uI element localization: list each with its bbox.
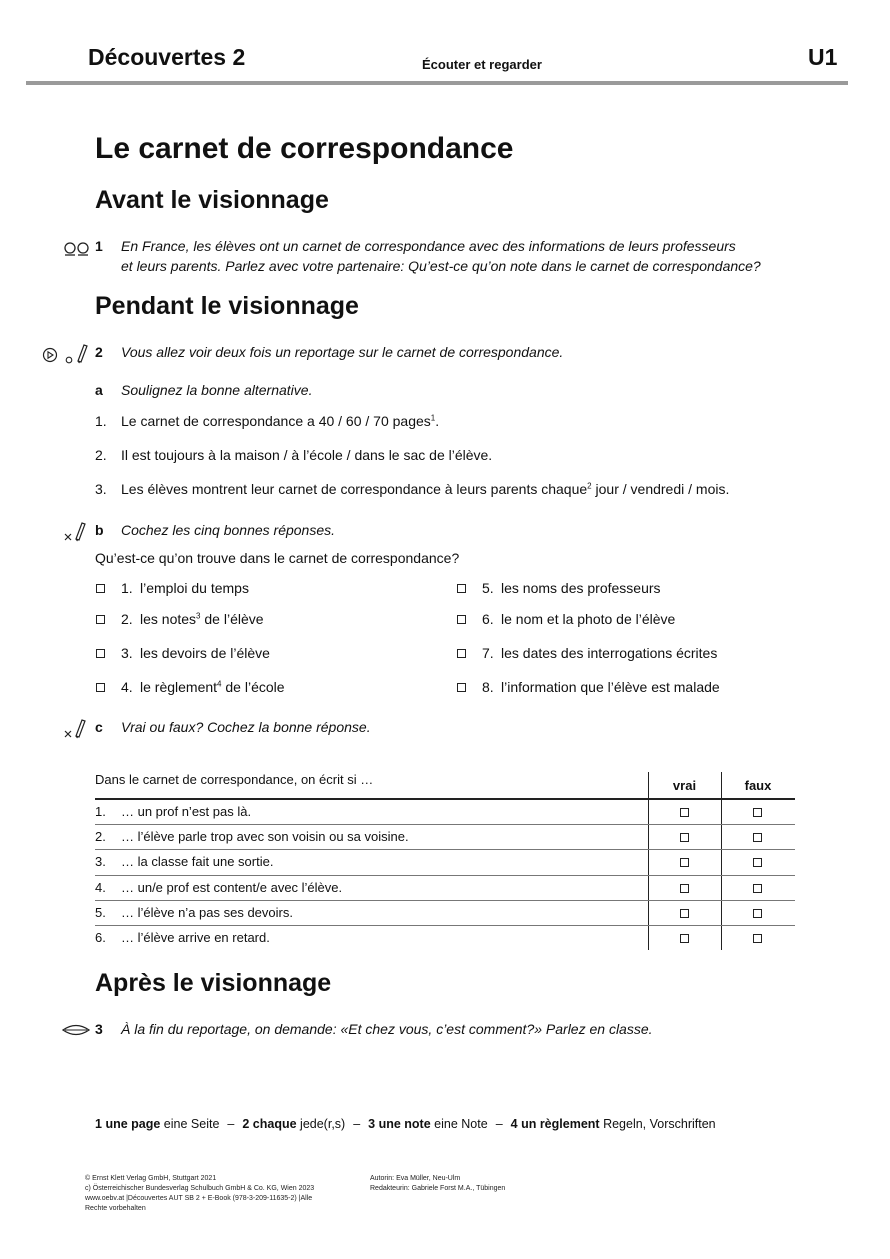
vrai-checkbox[interactable] — [680, 934, 689, 943]
option-number: 1. — [121, 580, 133, 596]
exercise-2a-item-3 — [121, 479, 729, 499]
exercise-3-text: À la fin du reportage, on demande: «Et chez vous, c’est comment?» Parlez en classe. — [121, 1021, 653, 1037]
table-row-number: 6. — [95, 930, 106, 945]
footnote-number: 2 — [242, 1117, 250, 1131]
footnote-number: 1 — [95, 1117, 102, 1131]
table-row-text: … l’élève n’a pas ses devoirs. — [121, 904, 293, 920]
exercise-2a-instruction: Soulignez la bonne alternative. — [121, 382, 313, 398]
table-row-divider — [95, 925, 795, 926]
option-text: le règlement — [140, 679, 218, 695]
faux-checkbox[interactable] — [753, 909, 762, 918]
item-text: Les élèves montrent leur carnet de correspondance à leurs parents chaque — [121, 481, 588, 497]
option-label — [140, 643, 270, 663]
copyright-line: www.oebv.at |Découvertes AUT SB 2 + E-Book (978-3-209-11635-2) |Alle — [85, 1195, 313, 1202]
author-credit: Autorin: Eva Müller, Neu-Ulm — [370, 1175, 461, 1182]
table-row-number: 3. — [95, 854, 106, 870]
footnote-word: chaque — [252, 1117, 297, 1131]
footnote-translation: jede(r,s) — [300, 1117, 346, 1131]
option-text-after: de l’école — [221, 679, 285, 695]
exercise-2a-item-1 — [121, 411, 439, 431]
table-row-divider — [95, 875, 795, 876]
exercise-2-instruction: Vous allez voir deux fois un reportage sur le carnet de correspondance. — [121, 344, 564, 360]
option-checkbox[interactable] — [96, 649, 105, 658]
footnote-translation: Regeln, Vorschriften — [603, 1117, 716, 1131]
option-checkbox[interactable] — [96, 615, 105, 624]
option-label — [501, 609, 675, 629]
option-checkbox[interactable] — [96, 683, 105, 692]
book-title: Découvertes 2 — [88, 44, 246, 70]
exercise-2a-item-1-num: 1. — [95, 413, 107, 429]
section-heading-pendant: Pendant le visionnage — [95, 292, 359, 320]
option-number: 7. — [482, 645, 494, 661]
table-row-number: 2. — [95, 829, 106, 845]
header-divider — [26, 81, 848, 85]
table-row-divider — [95, 824, 795, 825]
footnote-ref: 1 — [430, 413, 436, 423]
video-play-icon — [42, 347, 58, 363]
exercise-2b-instruction: Cochez les cinq bonnes réponses. — [121, 522, 336, 538]
option-label — [501, 578, 661, 598]
table-row-number: 4. — [95, 879, 106, 895]
table-header: Dans le carnet de correspondance, on écrit si … — [95, 772, 374, 787]
option-text-after: de l’élève — [200, 611, 264, 627]
exercise-2a-item-2-num: 2. — [95, 447, 107, 463]
vrai-checkbox[interactable] — [680, 808, 689, 817]
option-checkbox[interactable] — [457, 683, 466, 692]
option-number: 5. — [482, 580, 494, 596]
vrai-checkbox[interactable] — [680, 884, 689, 893]
page-title: Le carnet de correspondance — [95, 132, 514, 165]
table-row-text: … un/e prof est content/e avec l’élève. — [121, 879, 343, 895]
footnote-word: un règlement — [521, 1117, 600, 1131]
copyright-line: c) Österreichischer Bundesverlag Schulbuch GmbH & Co. KG, Wien 2023 — [85, 1185, 315, 1192]
option-label — [501, 643, 717, 663]
section-label: Écouter et regarder — [422, 57, 542, 72]
option-text: les dates des interrogations écrites — [501, 645, 718, 661]
footnote-translation: eine Note — [434, 1117, 488, 1131]
exercise-1-line1: En France, les élèves ont un carnet de correspondance avec des informations de leurs professeurs — [121, 238, 736, 254]
footnotes — [95, 1117, 716, 1131]
vrai-checkbox[interactable] — [680, 909, 689, 918]
option-number: 3. — [121, 645, 133, 661]
faux-checkbox[interactable] — [753, 858, 762, 867]
table-row-number: 5. — [95, 904, 106, 920]
faux-checkbox[interactable] — [753, 808, 762, 817]
credits — [370, 1174, 505, 1194]
exercise-2b-letter: b — [95, 522, 104, 538]
option-label — [501, 677, 720, 697]
option-label — [140, 677, 285, 697]
copyright-line: Rechte vorbehalten — [85, 1205, 146, 1212]
editor-credit: Redakteurin: Gabriele Forst M.A., Tübingen — [370, 1185, 506, 1192]
footnote-ref: 4 — [217, 679, 222, 689]
write-pencil-icon — [64, 342, 90, 364]
table-row-text: … l’élève arrive en retard. — [121, 930, 270, 945]
footnote-number: 3 — [368, 1117, 376, 1131]
option-text: les devoirs de l’élève — [140, 645, 270, 661]
exercise-2-number: 2 — [95, 344, 103, 360]
table-row-divider — [95, 849, 795, 850]
pair-work-icon — [62, 240, 92, 258]
item-text-after: . — [435, 413, 440, 429]
footnote-ref: 3 — [196, 611, 201, 621]
vrai-checkbox[interactable] — [680, 833, 689, 842]
footnote-separator: – — [495, 1117, 503, 1131]
tick-pencil-icon — [64, 717, 90, 739]
exercise-1-number: 1 — [95, 238, 103, 254]
footnote-number: 4 — [510, 1117, 518, 1131]
option-checkbox[interactable] — [457, 615, 466, 624]
exercise-2c-letter: c — [95, 719, 103, 735]
column-faux: faux — [744, 778, 772, 793]
item-text-after: jour / vendredi / mois. — [591, 481, 730, 497]
exercise-2b-question: Qu’est-ce qu’on trouve dans le carnet de correspondance? — [95, 550, 460, 566]
faux-checkbox[interactable] — [753, 884, 762, 893]
option-number: 8. — [482, 679, 494, 695]
table-row-text: … la classe fait une sortie. — [121, 854, 274, 870]
table-header-rule — [95, 798, 795, 800]
option-text: le nom et la photo de l’élève — [501, 611, 676, 627]
copyright-line: © Ernst Klett Verlag GmbH, Stuttgart 2021 — [85, 1175, 217, 1182]
option-number: 2. — [121, 611, 133, 627]
faux-checkbox[interactable] — [753, 833, 762, 842]
option-text: l’information que l’élève est malade — [501, 679, 720, 695]
option-checkbox[interactable] — [457, 649, 466, 658]
option-checkbox[interactable] — [457, 584, 466, 593]
section-heading-apres: Après le visionnage — [95, 969, 332, 997]
option-text: les notes — [140, 611, 197, 627]
exercise-2a-item-2: Il est toujours à la maison / à l’école / dans le sac de l’élève. — [121, 447, 493, 463]
option-text: les noms des professeurs — [501, 580, 661, 596]
exercise-2a-letter: a — [95, 382, 103, 398]
option-checkbox[interactable] — [96, 584, 105, 593]
vrai-checkbox[interactable] — [680, 858, 689, 867]
faux-checkbox[interactable] — [753, 934, 762, 943]
footnote-translation: eine Seite — [163, 1117, 220, 1131]
table-row-number: 1. — [95, 804, 106, 819]
speaking-mouth-icon — [62, 1023, 90, 1037]
option-text: l’emploi du temps — [140, 580, 249, 596]
exercise-2c-instruction: Vrai ou faux? Cochez la bonne réponse. — [121, 719, 371, 735]
option-label — [140, 578, 249, 598]
item-text: Le carnet de correspondance a 40 / 60 / 70 pages — [121, 413, 431, 429]
unit-label: U1 — [808, 44, 838, 70]
table-row-text: … l’élève parle trop avec son voisin ou sa voisine. — [121, 829, 409, 845]
footnote-separator: – — [353, 1117, 361, 1131]
footnote-word: une note — [378, 1117, 431, 1131]
exercise-3-number: 3 — [95, 1021, 103, 1037]
footnote-ref: 2 — [587, 481, 592, 491]
table-row-divider — [95, 900, 795, 901]
option-number: 4. — [121, 679, 133, 695]
option-label — [140, 609, 264, 629]
footnote-word: une page — [105, 1117, 161, 1131]
table-row-text: … un prof n’est pas là. — [121, 804, 252, 819]
copyright — [85, 1174, 314, 1214]
exercise-2a-item-3-num: 3. — [95, 481, 107, 497]
section-heading-avant: Avant le visionnage — [95, 186, 329, 214]
column-vrai: vrai — [672, 778, 697, 793]
exercise-1-line2: et leurs parents. Parlez avec votre partenaire: Qu’est-ce qu’on note dans le carnet de correspondance? — [121, 258, 761, 274]
tick-pencil-icon — [64, 520, 90, 542]
option-number: 6. — [482, 611, 494, 627]
footnote-separator: – — [227, 1117, 235, 1131]
